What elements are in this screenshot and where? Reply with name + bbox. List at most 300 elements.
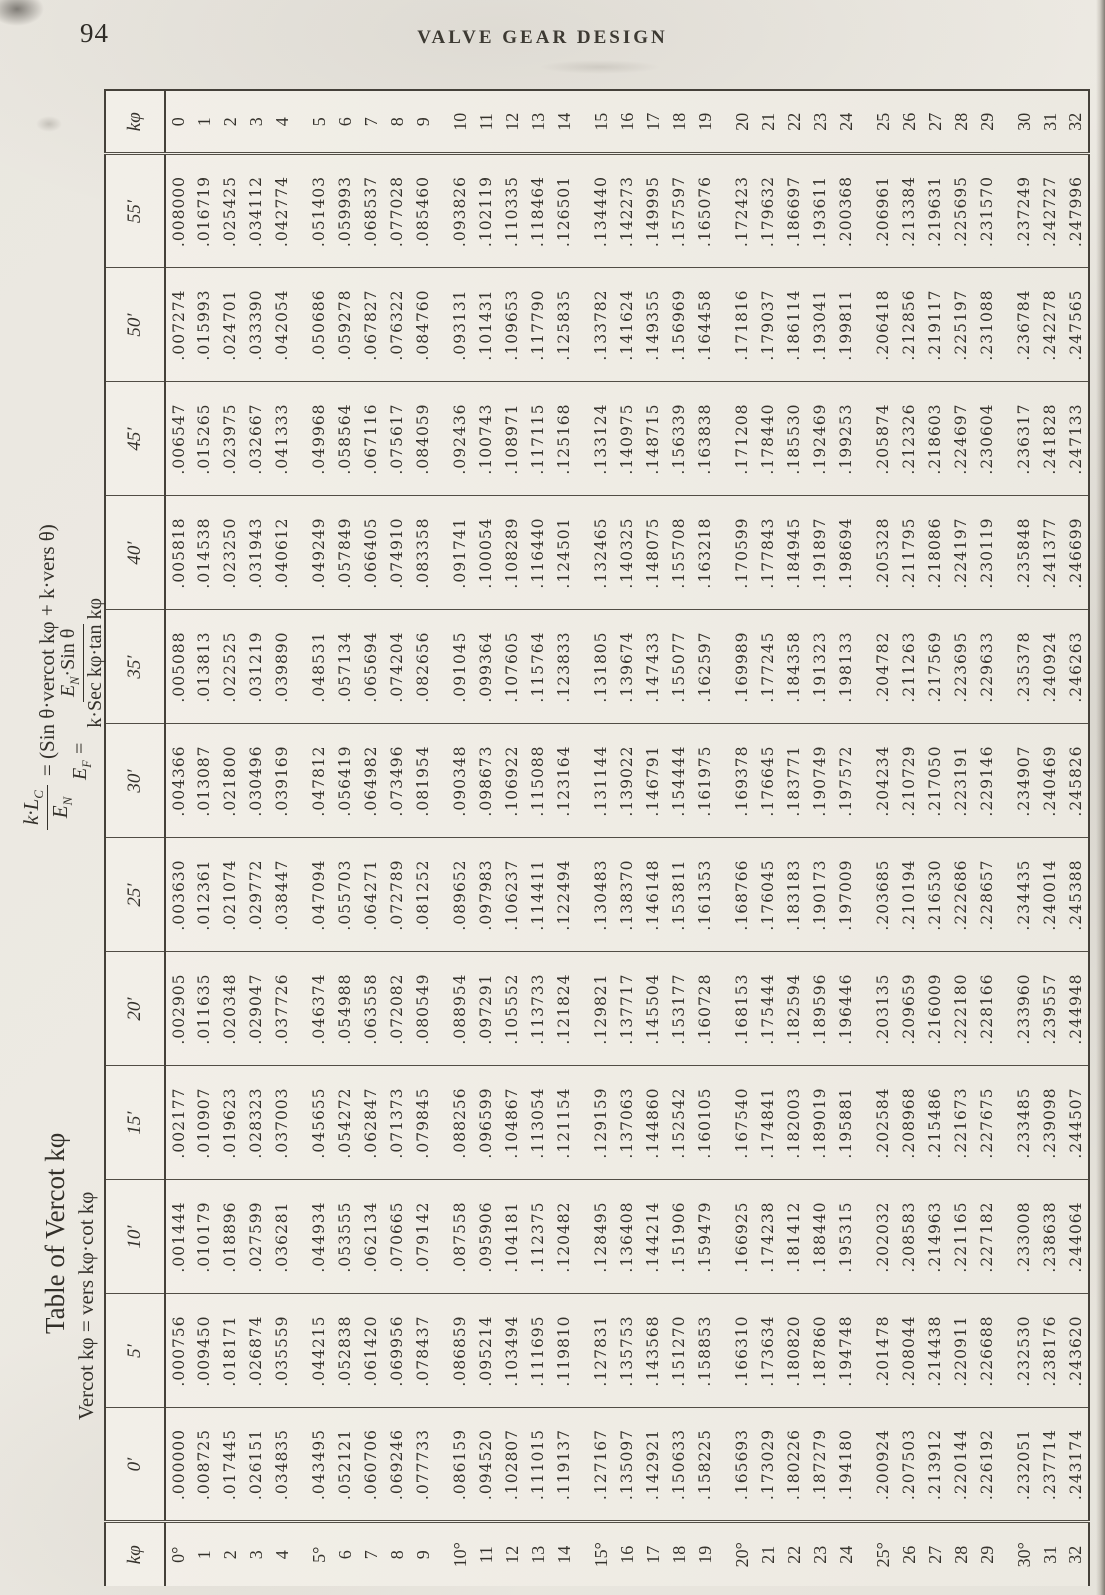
value-cell: .223191: [948, 724, 974, 838]
degree-label-right: 2: [217, 90, 243, 154]
gap-cell: [1000, 90, 1011, 154]
value-cell: .045655: [306, 1066, 332, 1180]
rotated-table-block: [16, 86, 1091, 1586]
value-cell: .034835: [269, 1408, 295, 1522]
value-cell: .144214: [640, 1180, 666, 1294]
value-cell: .094520: [473, 1408, 499, 1522]
value-cell: .240469: [1037, 724, 1063, 838]
value-cell: .182003: [781, 1066, 807, 1180]
gap-cell: [295, 382, 306, 496]
value-cell: .049968: [306, 382, 332, 496]
value-cell: .037003: [269, 1066, 295, 1180]
value-cell: .186697: [781, 154, 807, 268]
value-cell: .217569: [922, 610, 948, 724]
value-cell: .091741: [447, 496, 473, 610]
value-cell: .206961: [870, 154, 896, 268]
gap-cell: [295, 1180, 306, 1294]
value-cell: .163838: [692, 382, 718, 496]
degree-label-right: 28: [948, 90, 974, 154]
value-cell: .076322: [384, 268, 410, 382]
value-cell: .214963: [922, 1180, 948, 1294]
value-cell: .142273: [614, 154, 640, 268]
value-cell: .225197: [948, 268, 974, 382]
gap-cell: [859, 154, 870, 268]
degree-label-right: 10: [447, 90, 473, 154]
degree-label: 17: [642, 1545, 663, 1564]
degree-row: [525, 90, 551, 1586]
degree-label-right: 30: [1011, 90, 1037, 154]
gap-cell: [436, 952, 447, 1066]
degree-label-right: 12: [499, 90, 525, 154]
value-cell: .106237: [499, 838, 525, 952]
degree-label-right: 23: [807, 90, 833, 154]
value-cell: .107605: [499, 610, 525, 724]
value-cell: .115088: [525, 724, 551, 838]
minute-header: 55′: [105, 154, 165, 268]
value-cell: .233960: [1011, 952, 1037, 1066]
value-cell: .111015: [525, 1408, 551, 1522]
group-gap-row: [859, 90, 870, 1586]
gap-cell: [859, 1294, 870, 1408]
value-cell: .081252: [410, 838, 436, 952]
value-cell: .137063: [614, 1066, 640, 1180]
value-cell: .148715: [640, 382, 666, 496]
value-cell: .035559: [269, 1294, 295, 1408]
value-cell: .070665: [384, 1180, 410, 1294]
value-cell: .241828: [1037, 382, 1063, 496]
value-cell: .023975: [217, 382, 243, 496]
value-cell: .029047: [243, 952, 269, 1066]
value-cell: .180820: [781, 1294, 807, 1408]
vercot-table: [104, 89, 1090, 1586]
table-caption: [16, 86, 107, 1586]
gap-cell: [577, 1522, 588, 1586]
value-cell: .018171: [217, 1294, 243, 1408]
degree-row: [217, 90, 243, 1586]
degree-label-right: 16: [614, 90, 640, 154]
degree-row: [306, 90, 332, 1586]
value-cell: .008000: [165, 154, 191, 268]
value-cell: .247565: [1063, 268, 1089, 382]
value-cell: .023250: [217, 496, 243, 610]
value-cell: .193611: [807, 154, 833, 268]
value-cell: .127167: [588, 1408, 614, 1522]
value-cell: .226192: [974, 1408, 1000, 1522]
value-cell: .042054: [269, 268, 295, 382]
degree-row: [165, 90, 191, 1586]
value-cell: .104867: [499, 1066, 525, 1180]
value-cell: .227675: [974, 1066, 1000, 1180]
value-cell: .170599: [729, 496, 755, 610]
minute-header: 45′: [105, 382, 165, 496]
value-cell: .102119: [473, 154, 499, 268]
value-cell: .000000: [165, 1408, 191, 1522]
value-cell: .061420: [358, 1294, 384, 1408]
gap-cell: [718, 1180, 729, 1294]
degree-label-right: 22: [781, 90, 807, 154]
value-cell: .057134: [332, 610, 358, 724]
gap-cell: [577, 1180, 588, 1294]
degree-label: 24: [835, 1545, 856, 1564]
gap-cell: [577, 724, 588, 838]
gap-cell: [1000, 1522, 1011, 1586]
degree-row: [974, 90, 1000, 1586]
value-cell: .138370: [614, 838, 640, 952]
value-cell: .115764: [525, 610, 551, 724]
value-cell: .240924: [1037, 610, 1063, 724]
value-cell: .131144: [588, 724, 614, 838]
degree-label: 13: [527, 1545, 548, 1564]
value-cell: .074910: [384, 496, 410, 610]
value-cell: .041333: [269, 382, 295, 496]
degree-label-right: 11: [473, 90, 499, 154]
value-cell: .209659: [896, 952, 922, 1066]
value-cell: .210729: [896, 724, 922, 838]
value-cell: .238638: [1037, 1180, 1063, 1294]
degree-label-right: 15: [588, 90, 614, 154]
value-cell: .210194: [896, 838, 922, 952]
value-cell: .053555: [332, 1180, 358, 1294]
value-cell: .018896: [217, 1180, 243, 1294]
value-cell: .213912: [922, 1408, 948, 1522]
value-cell: .146791: [640, 724, 666, 838]
value-cell: .124501: [551, 496, 577, 610]
value-cell: .123164: [551, 724, 577, 838]
value-cell: .208044: [896, 1294, 922, 1408]
degree-label-right: 8: [384, 90, 410, 154]
gap-cell: [577, 838, 588, 952]
value-cell: .073496: [384, 724, 410, 838]
value-cell: .145504: [640, 952, 666, 1066]
value-cell: .005088: [165, 610, 191, 724]
value-cell: .084059: [410, 382, 436, 496]
value-cell: .188440: [807, 1180, 833, 1294]
gap-cell: [718, 610, 729, 724]
value-cell: .220144: [948, 1408, 974, 1522]
value-cell: .031943: [243, 496, 269, 610]
gap-cell: [859, 90, 870, 154]
group-gap-row: [295, 90, 306, 1586]
value-cell: .036281: [269, 1180, 295, 1294]
value-cell: .037726: [269, 952, 295, 1066]
value-cell: .078437: [410, 1294, 436, 1408]
gap-cell: [295, 952, 306, 1066]
value-cell: .108289: [499, 496, 525, 610]
value-cell: .247996: [1063, 154, 1089, 268]
value-cell: .164458: [692, 268, 718, 382]
value-cell: .086159: [447, 1408, 473, 1522]
value-cell: .071373: [384, 1066, 410, 1180]
value-cell: .165693: [729, 1408, 755, 1522]
value-cell: .067827: [358, 268, 384, 382]
value-cell: .168766: [729, 838, 755, 952]
value-cell: .014538: [191, 496, 217, 610]
gap-cell: [295, 1066, 306, 1180]
value-cell: .119137: [551, 1408, 577, 1522]
value-cell: .163218: [692, 496, 718, 610]
value-cell: .077733: [410, 1408, 436, 1522]
gap-cell: [436, 496, 447, 610]
value-cell: .021074: [217, 838, 243, 952]
value-cell: .214438: [922, 1294, 948, 1408]
value-cell: .242278: [1037, 268, 1063, 382]
value-cell: .143568: [640, 1294, 666, 1408]
gap-cell: [436, 1408, 447, 1522]
gap-cell: [577, 382, 588, 496]
value-cell: .049249: [306, 496, 332, 610]
gap-cell: [577, 1408, 588, 1522]
value-cell: .140975: [614, 382, 640, 496]
value-cell: .133782: [588, 268, 614, 382]
value-cell: .029772: [243, 838, 269, 952]
value-cell: .104181: [499, 1180, 525, 1294]
value-cell: .224697: [948, 382, 974, 496]
value-cell: .062134: [358, 1180, 384, 1294]
value-cell: .244948: [1063, 952, 1089, 1066]
value-cell: .123833: [551, 610, 577, 724]
degree-label-right: 3: [243, 90, 269, 154]
value-cell: .069956: [384, 1294, 410, 1408]
degree-label-right: 20: [729, 90, 755, 154]
value-cell: .074204: [384, 610, 410, 724]
fraction-denominator: k·Sec kφ·tan kφ: [84, 597, 107, 728]
value-cell: .059993: [332, 154, 358, 268]
minute-header: 30′: [105, 724, 165, 838]
degree-label: 29: [976, 1545, 997, 1564]
value-cell: .000756: [165, 1294, 191, 1408]
value-cell: .235378: [1011, 610, 1037, 724]
fraction-denominator: $E_N$: [48, 796, 76, 819]
value-cell: .166310: [729, 1294, 755, 1408]
value-cell: .118464: [525, 154, 551, 268]
value-cell: .230119: [974, 496, 1000, 610]
gap-cell: [1000, 952, 1011, 1066]
page-gutter-shadow: [1096, 0, 1105, 1595]
value-cell: .081954: [410, 724, 436, 838]
degree-row: [640, 90, 666, 1586]
degree-label-right: 6: [332, 90, 358, 154]
value-cell: .004366: [165, 724, 191, 838]
gap-cell: [859, 1180, 870, 1294]
value-cell: .117790: [525, 268, 551, 382]
gap-cell: [718, 154, 729, 268]
value-cell: .189596: [807, 952, 833, 1066]
value-cell: .205874: [870, 382, 896, 496]
value-cell: .069246: [384, 1408, 410, 1522]
value-cell: .113733: [525, 952, 551, 1066]
gap-cell: [1000, 1180, 1011, 1294]
gap-cell: [859, 496, 870, 610]
table-header: [105, 90, 165, 1586]
degree-row: [755, 90, 781, 1586]
degree-label-right: 1: [191, 90, 217, 154]
value-cell: .095214: [473, 1294, 499, 1408]
value-cell: .044215: [306, 1294, 332, 1408]
value-cell: .162597: [692, 610, 718, 724]
degree-row: [896, 90, 922, 1586]
degree-label: 27: [924, 1545, 945, 1564]
value-cell: .191323: [807, 610, 833, 724]
value-cell: .174238: [755, 1180, 781, 1294]
gap-cell: [295, 496, 306, 610]
gap-cell: [859, 838, 870, 952]
degree-row: [833, 90, 859, 1586]
fraction-numerator: $k\cdot L_C$: [20, 785, 48, 830]
value-cell: .131805: [588, 610, 614, 724]
value-cell: .080549: [410, 952, 436, 1066]
value-cell: .239098: [1037, 1066, 1063, 1180]
value-cell: .177245: [755, 610, 781, 724]
value-cell: .178440: [755, 382, 781, 496]
corner-header-kphi: kφ: [105, 90, 165, 154]
value-cell: .231088: [974, 268, 1000, 382]
value-cell: .008725: [191, 1408, 217, 1522]
value-cell: .233008: [1011, 1180, 1037, 1294]
value-cell: .247133: [1063, 382, 1089, 496]
gap-cell: [295, 90, 306, 154]
value-cell: .217050: [922, 724, 948, 838]
value-cell: .227182: [974, 1180, 1000, 1294]
value-cell: .125168: [551, 382, 577, 496]
value-cell: .242727: [1037, 154, 1063, 268]
gap-cell: [718, 1408, 729, 1522]
value-cell: .020348: [217, 952, 243, 1066]
value-cell: .127831: [588, 1294, 614, 1408]
value-cell: .152542: [666, 1066, 692, 1180]
degree-label: 26: [898, 1545, 919, 1564]
value-cell: .065694: [358, 610, 384, 724]
value-cell: .212856: [896, 268, 922, 382]
degree-label: 32: [1065, 1545, 1085, 1564]
value-cell: .244064: [1063, 1180, 1089, 1294]
value-cell: .082656: [410, 610, 436, 724]
value-cell: .203135: [870, 952, 896, 1066]
value-cell: .091045: [447, 610, 473, 724]
value-cell: .016719: [191, 154, 217, 268]
value-cell: .158853: [692, 1294, 718, 1408]
value-cell: .101431: [473, 268, 499, 382]
value-cell: .147433: [640, 610, 666, 724]
value-cell: .025425: [217, 154, 243, 268]
value-cell: .215486: [922, 1066, 948, 1180]
value-cell: .194748: [833, 1294, 859, 1408]
value-cell: .028323: [243, 1066, 269, 1180]
value-cell: .092436: [447, 382, 473, 496]
value-cell: .179632: [755, 154, 781, 268]
gap-cell: [718, 1294, 729, 1408]
gap-cell: [718, 1522, 729, 1586]
value-cell: .151270: [666, 1294, 692, 1408]
value-cell: .106922: [499, 724, 525, 838]
value-cell: .187279: [807, 1408, 833, 1522]
value-cell: .108971: [499, 382, 525, 496]
value-cell: .005818: [165, 496, 191, 610]
value-cell: .158225: [692, 1408, 718, 1522]
value-cell: .088256: [447, 1066, 473, 1180]
value-cell: .231570: [974, 154, 1000, 268]
gap-cell: [577, 1066, 588, 1180]
value-cell: .095906: [473, 1180, 499, 1294]
value-cell: .111695: [525, 1294, 551, 1408]
degree-label-right: 7: [358, 90, 384, 154]
gap-cell: [1000, 724, 1011, 838]
value-cell: .132465: [588, 496, 614, 610]
formula-lhs: $E_F$ =: [69, 741, 95, 780]
value-cell: .219631: [922, 154, 948, 268]
gap-cell: [436, 268, 447, 382]
value-cell: .077028: [384, 154, 410, 268]
value-cell: .129821: [588, 952, 614, 1066]
value-cell: .201478: [870, 1294, 896, 1408]
value-cell: .199253: [833, 382, 859, 496]
degree-row: [807, 90, 833, 1586]
value-cell: .195881: [833, 1066, 859, 1180]
value-cell: .122494: [551, 838, 577, 952]
value-cell: .211795: [896, 496, 922, 610]
corner-header-kphi: kφ: [105, 1522, 165, 1586]
gap-cell: [1000, 610, 1011, 724]
value-cell: .047094: [306, 838, 332, 952]
formula-ef: [58, 593, 107, 780]
degree-row: [948, 90, 974, 1586]
value-cell: .185530: [781, 382, 807, 496]
degree-row: [358, 90, 384, 1586]
gap-cell: [1000, 1066, 1011, 1180]
degree-label-right: 18: [666, 90, 692, 154]
value-cell: .220911: [948, 1294, 974, 1408]
value-cell: .228657: [974, 838, 1000, 952]
value-cell: .001444: [165, 1180, 191, 1294]
value-cell: .236784: [1011, 268, 1037, 382]
value-cell: .168153: [729, 952, 755, 1066]
value-cell: .039890: [269, 610, 295, 724]
value-cell: .050686: [306, 268, 332, 382]
value-cell: .182594: [781, 952, 807, 1066]
value-cell: .066405: [358, 496, 384, 610]
value-cell: .054988: [332, 952, 358, 1066]
gap-cell: [577, 154, 588, 268]
value-cell: .161975: [692, 724, 718, 838]
value-cell: .196446: [833, 952, 859, 1066]
value-cell: .190173: [807, 838, 833, 952]
value-cell: .229146: [974, 724, 1000, 838]
degree-label-right: 17: [640, 90, 666, 154]
gap-cell: [859, 268, 870, 382]
value-cell: .055703: [332, 838, 358, 952]
scan-speck: [540, 60, 660, 74]
value-cell: .002177: [165, 1066, 191, 1180]
value-cell: .075617: [384, 382, 410, 496]
value-cell: .174841: [755, 1066, 781, 1180]
value-cell: .031219: [243, 610, 269, 724]
gap-cell: [1000, 154, 1011, 268]
gap-cell: [859, 952, 870, 1066]
value-cell: .098673: [473, 724, 499, 838]
value-cell: .225695: [948, 154, 974, 268]
value-cell: .128495: [588, 1180, 614, 1294]
value-cell: .204234: [870, 724, 896, 838]
degree-label-right: 5: [306, 90, 332, 154]
value-cell: .224197: [948, 496, 974, 610]
degree-row: [922, 90, 948, 1586]
gap-cell: [859, 1408, 870, 1522]
fraction: [58, 593, 107, 733]
value-cell: .086859: [447, 1294, 473, 1408]
value-cell: .189019: [807, 1066, 833, 1180]
value-cell: .153177: [666, 952, 692, 1066]
degree-label: 25°: [872, 1542, 893, 1568]
degree-label-right: 26: [896, 90, 922, 154]
